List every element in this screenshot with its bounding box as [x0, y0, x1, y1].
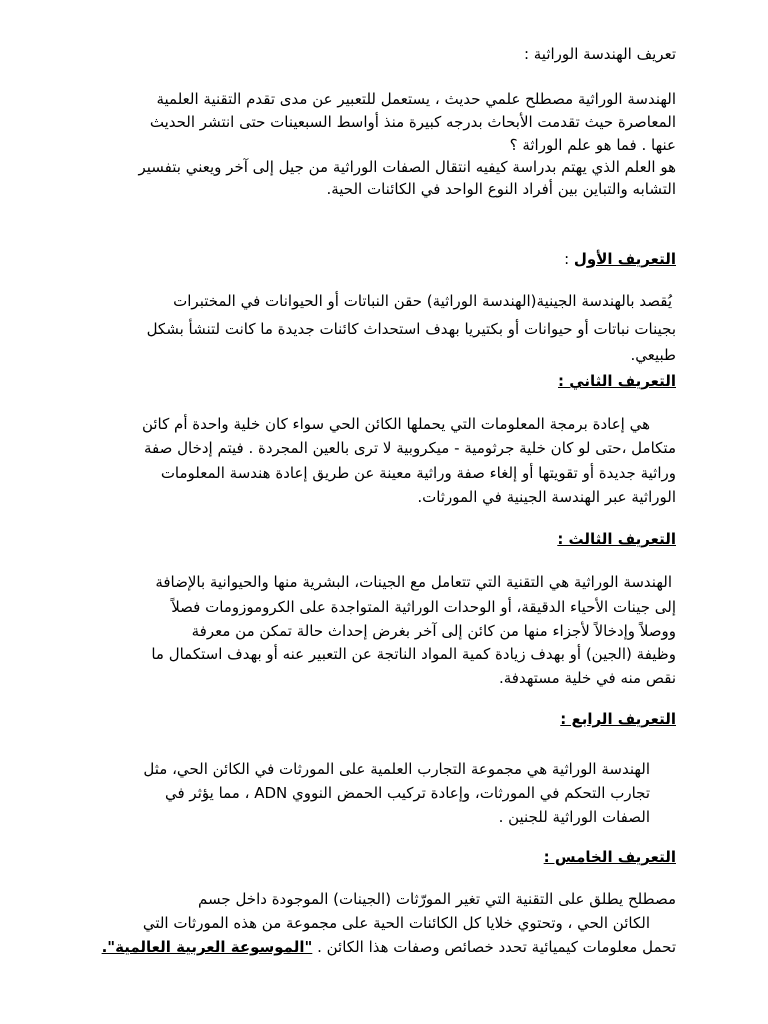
section-heading-third: التعريف الثالث :	[557, 530, 676, 548]
section-heading-fourth: التعريف الرابع :	[560, 710, 676, 728]
section-line: نقص منه في خلية مستهدفة.	[498, 669, 676, 687]
intro-line: المعاصرة حيث تقدمت الأبحاث بدرجه كبيرة منذ أواسط السبعينات حتى انتشر الحديث	[149, 113, 676, 131]
section-line: تجارب التحكم في المورثات، وإعادة تركيب الحمض النووي ADN ، مما يؤثر في	[164, 784, 650, 802]
section-line: طبيعي.	[630, 346, 676, 364]
section-line: الوراثية عبر الهندسة الجينية في المورثات.	[417, 488, 676, 506]
section-line: متكامل ،حتى لو كان خلية جرثومية - ميكروبية لا ترى بالعين المجردة . فيتم إدخال صفة	[143, 439, 676, 457]
section-line-with-source	[102, 938, 676, 957]
section-heading-fifth: التعريف الخامس :	[543, 848, 676, 866]
section-line: ووصلاً وإدخالاً لأجزاء منها من كائن إلى آخر بغرض إحداث حالة تمكن من معرفة	[191, 622, 676, 640]
section-line: الكائن الحي ، وتحتوي خلايا كل الكائنات الحية على مجموعة من هذه المورثات التي	[142, 914, 650, 932]
section-heading-suffix: :	[564, 250, 574, 268]
section-heading-text: التعريف الأول	[573, 250, 676, 268]
document-title: تعريف الهندسة الوراثية :	[523, 45, 676, 63]
section-line: الصفات الوراثية للجنين .	[498, 808, 650, 826]
section-line: الهندسة الوراثية هي التقنية التي تتعامل مع الجينات، البشرية منها والحيوانية بالإضافة	[155, 573, 672, 591]
section-line: وراثية جديدة أو تقويتها أو إلغاء صفة وراثية معينة عن طريق إعادة هندسة المعلومات	[160, 464, 676, 482]
section-line: بجينات نباتات أو حيوانات أو بكتيريا بهدف استحداث كائنات جديدة ما كانت لتنشأ بشكل	[146, 320, 676, 338]
section-line: هي إعادة برمجة المعلومات التي يحملها الكائن الحي سواء كان خلية واحدة أم كائن	[141, 415, 650, 433]
section-heading-first	[564, 250, 676, 269]
section-line: وظيفة (الجين) أو بهدف زيادة كمية المواد الناتجة عن التعبير عنه أو بهدف استكمال ما	[151, 645, 676, 663]
section-line: تحمل معلومات كيميائية تحدد خصائص وصفات هذا الكائن .	[312, 938, 676, 956]
section-line: الهندسة الوراثية هي مجموعة التجارب العلمية على المورثات في الكائن الحي، مثل	[143, 760, 650, 778]
intro-line: عنها . فما هو علم الوراثة ؟	[509, 136, 676, 154]
section-heading-second: التعريف الثاني :	[558, 372, 676, 390]
intro-line: التشابه والتباين بين أفراد النوع الواحد في الكائنات الحية.	[326, 180, 676, 198]
source-citation: "الموسوعة العربية العالمية".	[101, 938, 313, 956]
section-line: إلى جينات الأحياء الدقيقة، أو الوحدات الوراثية المتواجدة على الكروموزومات فصلاً	[171, 598, 676, 616]
section-line: يُقصد بالهندسة الجينية(الهندسة الوراثية) حقن النباتات أو الحيوانات في المختبرات	[173, 292, 672, 310]
intro-line: هو العلم الذي يهتم بدراسة كيفيه انتقال الصفات الوراثية من جيل إلى آخر ويعني بتفسير	[138, 158, 676, 176]
intro-line: الهندسة الوراثية مصطلح علمي حديث ، يستعمل للتعبير عن مدى تقدم التقنية العلمية	[156, 90, 676, 108]
section-line: مصطلح يطلق على التقنية التي تغير المورّثات (الجينات) الموجودة داخل جسم	[198, 890, 676, 908]
